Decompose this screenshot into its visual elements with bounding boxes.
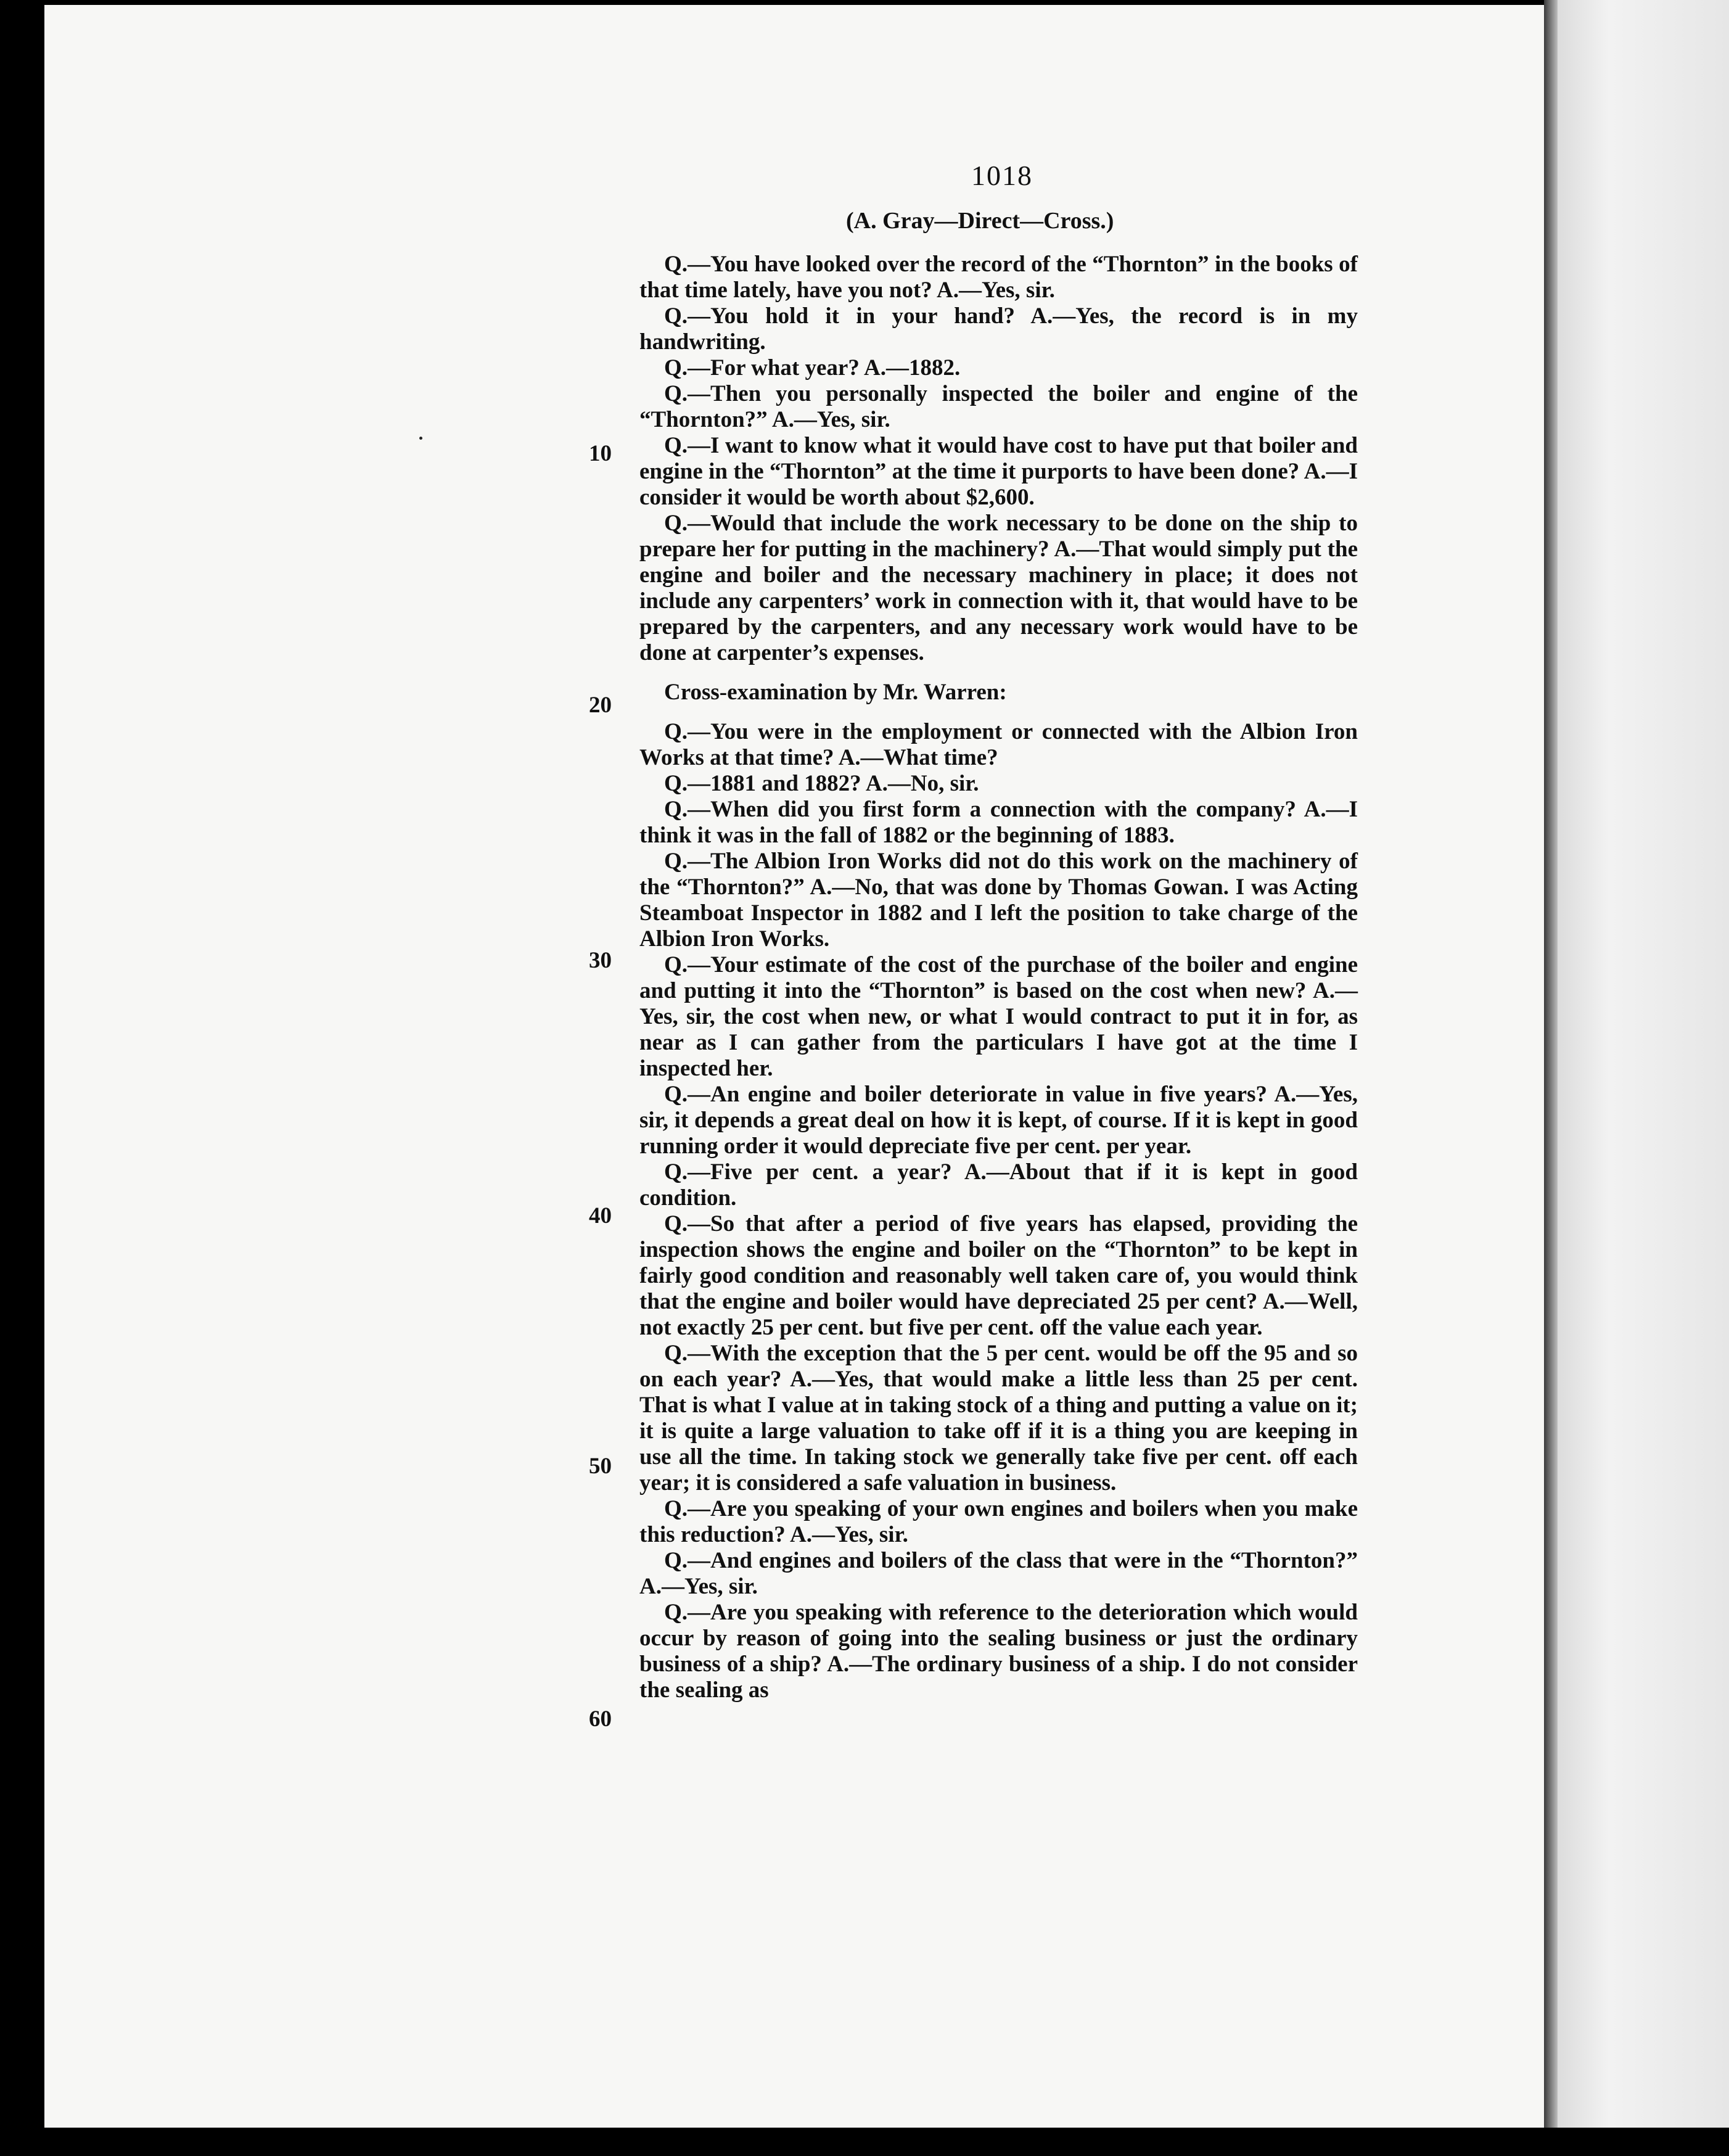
qa-paragraph: Q.—Your estimate of the cost of the purchase of the boiler and engine and putting it into the “Thornton” is based on the cost when new? A.—Yes, sir, the cost when new, or what I would contract to put it in for, as near as I can gather from the particulars I have got at the time I inspected her. [639,952,1358,1081]
qa-paragraph: Q.—You hold it in your hand? A.—Yes, the record is in my handwriting. [639,303,1358,355]
qa-paragraph: Q.—With the exception that the 5 per cent. would be off the 95 and so on each year? A.—Yes, that would make a little less than 25 per cent. That is what I value at in taking stock of a thing and putting a value on it; it is quite a large valuation to take off if it is a thing you are keeping in use all the time. In taking stock we generally take five per cent. off each year; it is considered a safe valuation in business. [639,1341,1358,1496]
line-number: 40 [589,1203,612,1228]
qa-paragraph: Q.—When did you first form a connection with the company? A.—I think it was in the fall of 1882 or the beginning of 1883. [639,797,1358,848]
qa-paragraph: Q.—The Albion Iron Works did not do this work on the machinery of the “Thornton?” A.—No, that was done by Thomas Gowan. I was Acting Steamboat Inspector in 1882 and I left the position to take charge of the Albion Iron Works. [639,849,1358,952]
line-number: 20 [589,693,612,718]
qa-paragraph: Q.—1881 and 1882? A.—No, sir. [664,771,979,796]
qa-paragraph: Q.—Then you personally inspected the boiler and engine of the “Thornton?” A.—Yes, sir. [639,381,1358,432]
adjacent-page-edge [1558,0,1729,2156]
qa-paragraph: Q.—Are you speaking with reference to the deterioration which would occur by reason of going into the sealing business or just the ordinary business of a ship? A.—The ordinary business of a ship. I do not consider the sealing as [639,1600,1358,1703]
qa-paragraph: Q.—Are you speaking of your own engines and boilers when you make this reduction? A.—Yes, sir. [639,1496,1358,1547]
line-number: 60 [589,1706,612,1732]
qa-paragraph: Q.—So that after a period of five years has elapsed, providing the inspection shows the engine and boiler on the “Thornton” to be kept in fairly good condition and reasonably well taken care of, you would think that the engine and boiler would have depreciated 25 per cent? A.—Well, not exactly 25 per cent. but five per cent. off the value each year. [639,1211,1358,1340]
testimony-body [639,252,1358,1703]
qa-paragraph: Q.—You have looked over the record of the “Thornton” in the books of that time lately, have you not? A.—Yes, sir. [639,252,1358,303]
qa-paragraph: Q.—Five per cent. a year? A.—About that if it is kept in good condition. [639,1159,1358,1211]
line-number: 50 [589,1454,612,1479]
scan-border [0,2128,1729,2156]
qa-paragraph: Q.—And engines and boilers of the class that were in the “Thornton?” A.—Yes, sir. [639,1548,1358,1599]
line-number: 10 [589,441,612,466]
scan-speck [419,437,422,440]
qa-paragraph: Q.—For what year? A.—1882. [664,355,961,381]
qa-paragraph: Q.—I want to know what it would have cost to have put that boiler and engine in the “Thornton” at the time it purports to have been done? A.—I consider it would be worth about $2,600. [639,433,1358,510]
cross-examination-heading: Cross-examination by Mr. Warren: [664,680,1007,705]
qa-paragraph: Q.—An engine and boiler deteriorate in value in five years? A.—Yes, sir, it depends a great deal on how it is kept, of course. If it is kept in good running order it would depreciate five per cent. per year. [639,1082,1358,1159]
qa-paragraph: Q.—You were in the employment or connected with the Albion Iron Works at that time? A.—What time? [639,719,1358,770]
qa-paragraph: Q.—Would that include the work necessary to be done on the ship to prepare her for putting in the machinery? A.—That would simply put the engine and boiler and the necessary machinery in place; it does not include any carpenters’ work in connection with it, that would have to be prepared by the carpenters, and any necessary work would have to be done at carpenter’s expenses. [639,511,1358,665]
line-number: 30 [589,948,612,973]
running-head: (A. Gray—Direct—Cross.) [846,208,1114,234]
page-number: 1018 [971,160,1033,191]
book-gutter [1544,0,1558,2156]
